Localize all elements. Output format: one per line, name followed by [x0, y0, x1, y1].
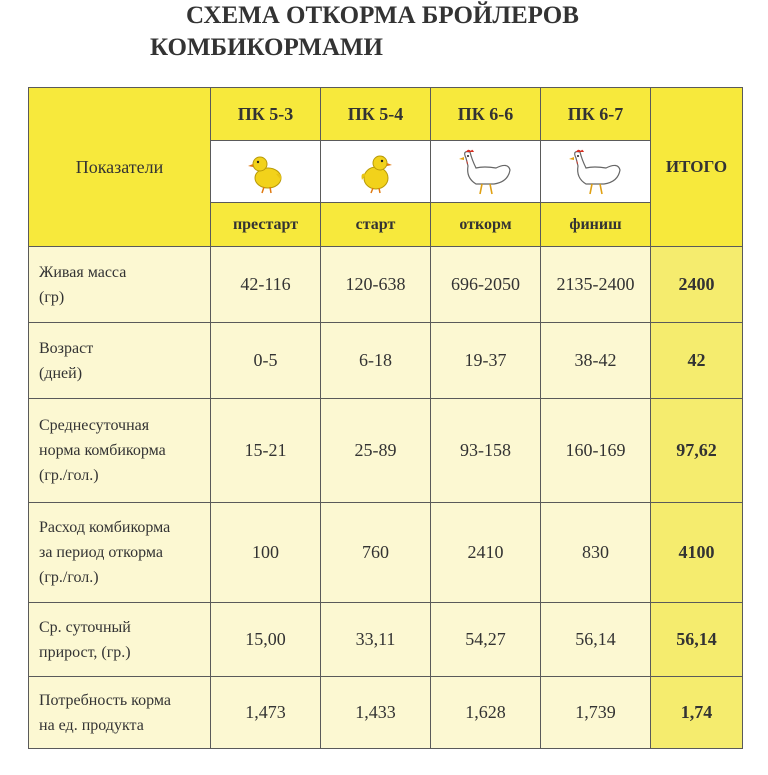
- chick-icon-cell-1: [211, 141, 321, 203]
- table-cell: 1,739: [541, 677, 651, 749]
- row-label: [29, 247, 211, 323]
- hen-icon-cell-2: [541, 141, 651, 203]
- table-row: [29, 603, 743, 677]
- row-label-line: (гр): [39, 288, 65, 306]
- row-label-line: Среднесуточная: [39, 417, 150, 434]
- chick-icon: [356, 150, 396, 194]
- row-label-line: (гр./гол.): [39, 569, 99, 586]
- row-label-line: Ср. суточный: [39, 618, 131, 636]
- row-label-line: (дней): [39, 364, 83, 382]
- feeding-table-wrapper: [28, 87, 743, 749]
- table-cell: 830: [541, 503, 651, 603]
- row-label: [29, 677, 211, 749]
- feed-code-1: ПК 5-3: [211, 88, 321, 141]
- title-line-1: СХЕМА ОТКОРМА БРОЙЛЕРОВ: [186, 2, 579, 29]
- chick-icon: [246, 150, 286, 194]
- page-title: [150, 0, 710, 64]
- table-cell: 15-21: [211, 399, 321, 503]
- row-label-line: Живая масса: [39, 263, 127, 281]
- row-label-line: Возраст: [39, 339, 94, 357]
- feed-code-2: ПК 5-4: [321, 88, 431, 141]
- feed-stage-3: откорм: [431, 203, 541, 247]
- feeding-table: [28, 87, 743, 749]
- table-cell: 2410: [431, 503, 541, 603]
- table-cell: 2135-2400: [541, 247, 651, 323]
- feed-stage-2: старт: [321, 203, 431, 247]
- total-cell: 1,74: [651, 677, 743, 749]
- table-cell: 6-18: [321, 323, 431, 399]
- indicator-header: Показатели: [29, 88, 211, 247]
- table-cell: 760: [321, 503, 431, 603]
- row-label: [29, 323, 211, 399]
- table-cell: 1,433: [321, 677, 431, 749]
- table-cell: 120-638: [321, 247, 431, 323]
- table-row: [29, 323, 743, 399]
- hen-icon: [458, 148, 514, 196]
- table-cell: 93-158: [431, 399, 541, 503]
- table-cell: 1,628: [431, 677, 541, 749]
- table-cell: 15,00: [211, 603, 321, 677]
- table-row: [29, 503, 743, 603]
- hen-icon: [568, 148, 624, 196]
- total-cell: 2400: [651, 247, 743, 323]
- row-label-line: (гр./гол.): [39, 467, 99, 484]
- feed-code-4: ПК 6-7: [541, 88, 651, 141]
- feed-stage-1: престарт: [211, 203, 321, 247]
- row-label-line: на ед. продукта: [39, 716, 144, 734]
- total-cell: 4100: [651, 503, 743, 603]
- chick-icon-cell-2: [321, 141, 431, 203]
- table-cell: 33,11: [321, 603, 431, 677]
- table-row: [29, 399, 743, 503]
- hen-icon-cell-1: [431, 141, 541, 203]
- table-cell: 25-89: [321, 399, 431, 503]
- table-cell: 0-5: [211, 323, 321, 399]
- row-label-line: Потребность корма: [39, 691, 171, 709]
- table-cell: 42-116: [211, 247, 321, 323]
- table-cell: 100: [211, 503, 321, 603]
- row-label-line: прирост, (гр.): [39, 643, 131, 661]
- table-row: [29, 677, 743, 749]
- total-header: ИТОГО: [651, 88, 743, 247]
- total-cell: 42: [651, 323, 743, 399]
- feed-stage-4: финиш: [541, 203, 651, 247]
- table-row: [29, 247, 743, 323]
- table-cell: 38-42: [541, 323, 651, 399]
- total-cell: 56,14: [651, 603, 743, 677]
- row-label: [29, 399, 211, 503]
- table-cell: 54,27: [431, 603, 541, 677]
- table-cell: 696-2050: [431, 247, 541, 323]
- title-line-2: КОМБИКОРМАМИ: [150, 34, 383, 61]
- row-label-line: за период откорма: [39, 544, 163, 561]
- row-label: [29, 503, 211, 603]
- table-cell: 19-37: [431, 323, 541, 399]
- table-cell: 1,473: [211, 677, 321, 749]
- row-label: [29, 603, 211, 677]
- row-label-line: Расход комбикорма: [39, 519, 171, 536]
- table-cell: 56,14: [541, 603, 651, 677]
- row-label-line: норма комбикорма: [39, 442, 166, 459]
- feed-code-3: ПК 6-6: [431, 88, 541, 141]
- table-cell: 160-169: [541, 399, 651, 503]
- total-cell: 97,62: [651, 399, 743, 503]
